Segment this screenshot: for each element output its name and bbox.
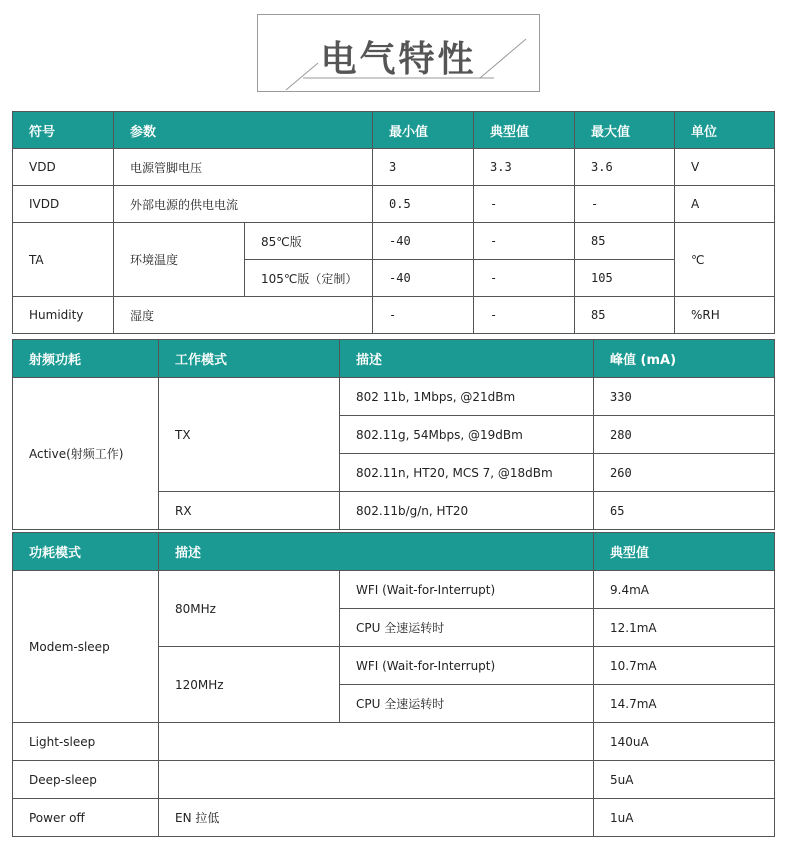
table-cell: IVDD: [13, 186, 114, 223]
table-cell: 环境温度: [114, 223, 245, 297]
table-cell: [159, 723, 594, 761]
table-cell: 12.1mA: [594, 609, 775, 647]
header-cell: 工作模式: [159, 340, 340, 378]
header-cell: 峰值 (mA): [594, 340, 775, 378]
table-cell: 电源管脚电压: [114, 149, 373, 186]
table-cell: -: [575, 186, 675, 223]
table-cell: CPU 全速运转时: [340, 685, 594, 723]
table-header-row: [13, 340, 775, 378]
table-cell: 65: [594, 492, 775, 530]
table-row: [13, 149, 775, 186]
table-cell: 140uA: [594, 723, 775, 761]
table-cell: Active(射频工作): [13, 378, 159, 530]
table-cell: %RH: [675, 297, 775, 334]
table-cell: 330: [594, 378, 775, 416]
table-row: [13, 223, 775, 260]
header-cell: 描述: [340, 340, 594, 378]
table-cell: 0.5: [373, 186, 474, 223]
table-cell: -: [474, 223, 575, 260]
table-cell: EN 拉低: [159, 799, 594, 837]
table-row: [13, 378, 775, 416]
table-cell: 9.4mA: [594, 571, 775, 609]
table-cell: -40: [373, 260, 474, 297]
table-row: [13, 723, 775, 761]
table-row: [13, 297, 775, 334]
table-cell: RX: [159, 492, 340, 530]
table-cell: 105℃版（定制）: [245, 260, 373, 297]
table-cell: -: [474, 260, 575, 297]
header-cell: 功耗模式: [13, 533, 159, 571]
table-cell: 802 11b, 1Mbps, @21dBm: [340, 378, 594, 416]
header-cell: 参数: [114, 112, 373, 149]
header-cell: 符号: [13, 112, 114, 149]
table-cell: Humidity: [13, 297, 114, 334]
table-cell: TX: [159, 378, 340, 492]
table-cell: -: [474, 297, 575, 334]
table-cell: 5uA: [594, 761, 775, 799]
header-cell: 典型值: [474, 112, 575, 149]
table-cell: 280: [594, 416, 775, 454]
table-cell: 802.11g, 54Mbps, @19dBm: [340, 416, 594, 454]
table-cell: 14.7mA: [594, 685, 775, 723]
table-cell: 3: [373, 149, 474, 186]
table-row: [13, 761, 775, 799]
table-cell: ℃: [675, 223, 775, 297]
table-cell: 120MHz: [159, 647, 340, 723]
table-cell: 外部电源的供电电流: [114, 186, 373, 223]
table-cell: -40: [373, 223, 474, 260]
table-row: [13, 571, 775, 609]
table-cell: Power off: [13, 799, 159, 837]
table-cell: -: [373, 297, 474, 334]
header-cell: 射频功耗: [13, 340, 159, 378]
table-row: [13, 799, 775, 837]
table-cell: WFI (Wait-for-Interrupt): [340, 647, 594, 685]
table-cell: Modem-sleep: [13, 571, 159, 723]
table-cell: WFI (Wait-for-Interrupt): [340, 571, 594, 609]
table-cell: CPU 全速运转时: [340, 609, 594, 647]
header-cell: 最小值: [373, 112, 474, 149]
table-cell: 10.7mA: [594, 647, 775, 685]
rf-power-table: [12, 339, 775, 530]
table-cell: 802.11n, HT20, MCS 7, @18dBm: [340, 454, 594, 492]
header-cell: 单位: [675, 112, 775, 149]
table-row: [13, 186, 775, 223]
table-cell: -: [474, 186, 575, 223]
table-cell: 1uA: [594, 799, 775, 837]
table-cell: VDD: [13, 149, 114, 186]
table-cell: 湿度: [114, 297, 373, 334]
table-header-row: [13, 533, 775, 571]
table-cell: 260: [594, 454, 775, 492]
table-cell: TA: [13, 223, 114, 297]
table-cell: 802.11b/g/n, HT20: [340, 492, 594, 530]
table-cell: 105: [575, 260, 675, 297]
table-cell: Light-sleep: [13, 723, 159, 761]
title-box: [257, 14, 540, 92]
table-cell: 85: [575, 297, 675, 334]
table-cell: A: [675, 186, 775, 223]
table-cell: 80MHz: [159, 571, 340, 647]
table-cell: 85℃版: [245, 223, 373, 260]
table-cell: 85: [575, 223, 675, 260]
table-cell: Deep-sleep: [13, 761, 159, 799]
header-cell: 典型值: [594, 533, 775, 571]
page-title: 电气特性: [320, 39, 477, 80]
table-header-row: [13, 112, 775, 149]
table-cell: 3.3: [474, 149, 575, 186]
table-cell: [159, 761, 594, 799]
header-cell: 描述: [159, 533, 594, 571]
electrical-params-table: [12, 111, 775, 334]
header-cell: 最大值: [575, 112, 675, 149]
power-mode-table: [12, 532, 775, 837]
table-cell: V: [675, 149, 775, 186]
table-cell: 3.6: [575, 149, 675, 186]
